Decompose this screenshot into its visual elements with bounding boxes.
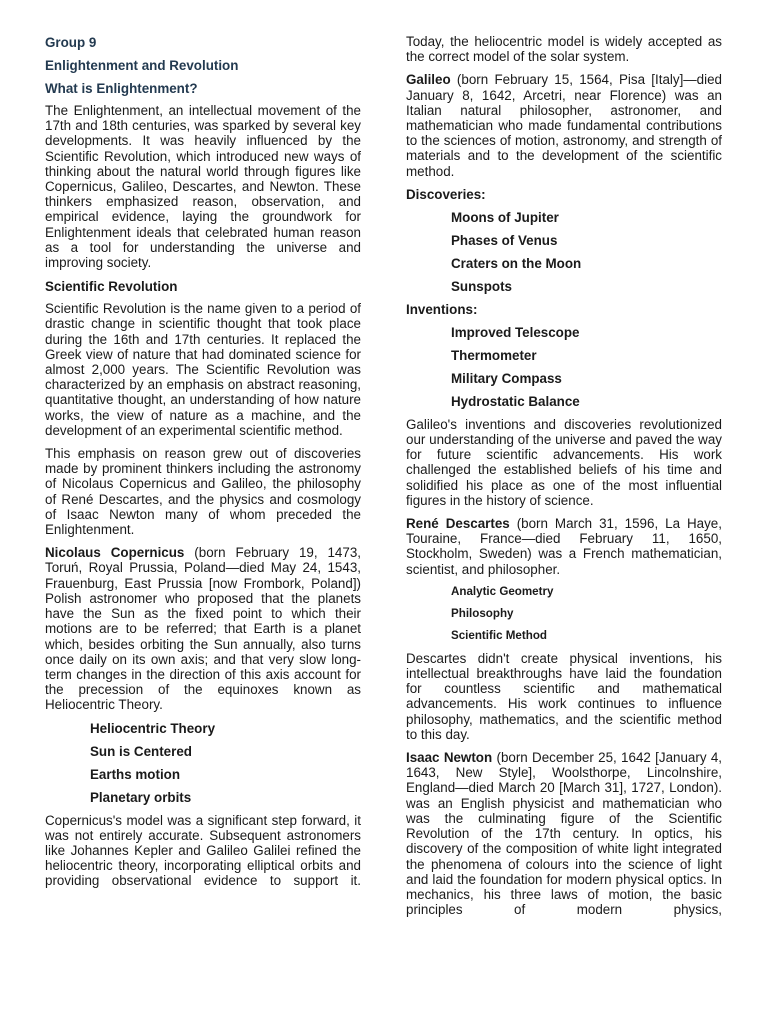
galileo-paragraph (406, 72, 722, 178)
list-item: Phases of Venus (451, 232, 558, 248)
left-column (45, 34, 361, 897)
list-item: Analytic Geometry (451, 584, 554, 598)
copernicus-closing-paragraph: Copernicus's model was a significant step forward, it was not entirely accurate. Subsequent astronomers like Johannes Kepler and Galileo Galilei refined the heliocentric theory, incorporating elliptical orbits and providing observational evidence to support it. (45, 812, 361, 889)
copernicus-paragraph (45, 545, 361, 712)
galileo-name: Galileo (406, 72, 451, 88)
scientific-revolution-heading: Scientific Revolution (45, 279, 178, 295)
galileo-bio: (born February 15, 1564, Pisa [Italy]—died January 8, 1642, Arcetri, near Florence) was an Italian natural philosopher, astronomer, and mathematician who made fundamental contributions to the sciences of motion, astronomy, and strength of materials and to the development of the scientific method. (406, 72, 722, 179)
scientific-revolution-paragraph-1: Scientific Revolution is the name given to a period of drastic change in scientific thought that took place during the 16th and 17th centuries. It replaced the Greek view of nature that had dominated science for almost 2,000 years. The Scientific Revolution was characterized by an emphasis on abstract reasoning, quantitative thought, an understanding of how nature works, the view of nature as a machine, and the development of an experimental scientific method. (45, 301, 361, 438)
right-column (406, 34, 722, 925)
enlightenment-paragraph: The Enlightenment, an intellectual movement of the 17th and 18th centuries, was sparked by several key developments. It was heavily influenced by the Scientific Revolution, which introduced new ways of thinking about the natural world through figures like Copernicus, Galileo, Descartes, and Newton. These thinkers emphasized reason, observation, and empirical evidence, laying the groundwork for Enlightenment ideals that celebrated human reason as a tool for understanding the universe and improving society. (45, 103, 361, 271)
inventions-label: Inventions: (406, 301, 478, 317)
list-item: Philosophy (451, 606, 514, 620)
what-is-enlightenment-heading: What is Enlightenment? (45, 81, 198, 96)
list-item: Earths motion (90, 766, 181, 782)
list-item: Moons of Jupiter (451, 209, 559, 225)
copernicus-bio: (born February 19, 1473, Toruń, Royal Prussia, Poland—died May 24, 1543, Frauenburg, East Prussia [now Frombork, Poland]) Polish astronomer who proposed that the planets have the Sun as the fixed point to which their motions are to be referred; that Earth is a planet which, besides orbiting the Sun annually, also turns once daily on its own axis; and that very slow long-term changes in the direction of this axis account for the precession of the equinoxes known as Heliocentric Theory. (45, 545, 361, 713)
descartes-bio: (born March 31, 1596, La Haye, Touraine, France—died February 11, 1650, Stockholm, Sweden) was a French mathematician, scientist, and philosopher. (406, 516, 722, 577)
scientific-revolution-paragraph-2: This emphasis on reason grew out of discoveries made by prominent thinkers including the astronomy of Nicolaus Copernicus and Galileo, the philosophy of René Descartes, and the physics and cosmology of Isaac Newton many of whom preceded the Enlightenment. (45, 446, 361, 538)
list-item: Craters on the Moon (451, 255, 582, 271)
list-item: Military Compass (451, 370, 562, 386)
descartes-closing-paragraph: Descartes didn't create physical inventions, his intellectual breakthroughs have laid the foundation for countless scientific and mathematical advancements. His work continues to influence philosophy, mathematics, and the scientific method to this day. (406, 650, 722, 742)
list-item: Planetary orbits (90, 789, 192, 805)
newton-name: Isaac Newton (406, 750, 493, 766)
newton-bio: (born December 25, 1642 [January 4, 1643, New Style], Woolsthorpe, Lincolnshire, England—died March 20 [March 31], 1727, London). was an English physicist and mathematician who was the culminating figure of the Scientific Revolution of the 17th century. In optics, his discovery of the composition of white light integrated the phenomena of colours into the science of light and laid the foundation for modern physical optics. In mechanics, his three laws of motion, the basic principles of modern physics, (406, 750, 722, 918)
descartes-name: René Descartes (406, 516, 510, 532)
list-item: Hydrostatic Balance (451, 393, 580, 409)
copernicus-name: Nicolaus Copernicus (45, 545, 185, 561)
list-item: Improved Telescope (451, 324, 580, 340)
heliocentric-today-paragraph: Today, the heliocentric model is widely accepted as the correct model of the solar system. (406, 34, 722, 65)
list-item: Sun is Centered (90, 743, 192, 759)
newton-paragraph (406, 750, 722, 917)
discoveries-label: Discoveries: (406, 186, 486, 202)
list-item: Thermometer (451, 347, 537, 363)
galileo-closing-paragraph: Galileo's inventions and discoveries revolutionized our understanding of the universe and paved the way for future scientific advancements. His work challenged the established beliefs of his time and solidified his place as one of the most influential figures in the history of science. (406, 416, 722, 508)
descartes-paragraph (406, 516, 722, 577)
document-title: Enlightenment and Revolution (45, 58, 239, 73)
list-item: Scientific Method (451, 628, 547, 642)
group-label: Group 9 (45, 35, 97, 50)
list-item: Heliocentric Theory (90, 720, 216, 736)
list-item: Sunspots (451, 278, 513, 294)
